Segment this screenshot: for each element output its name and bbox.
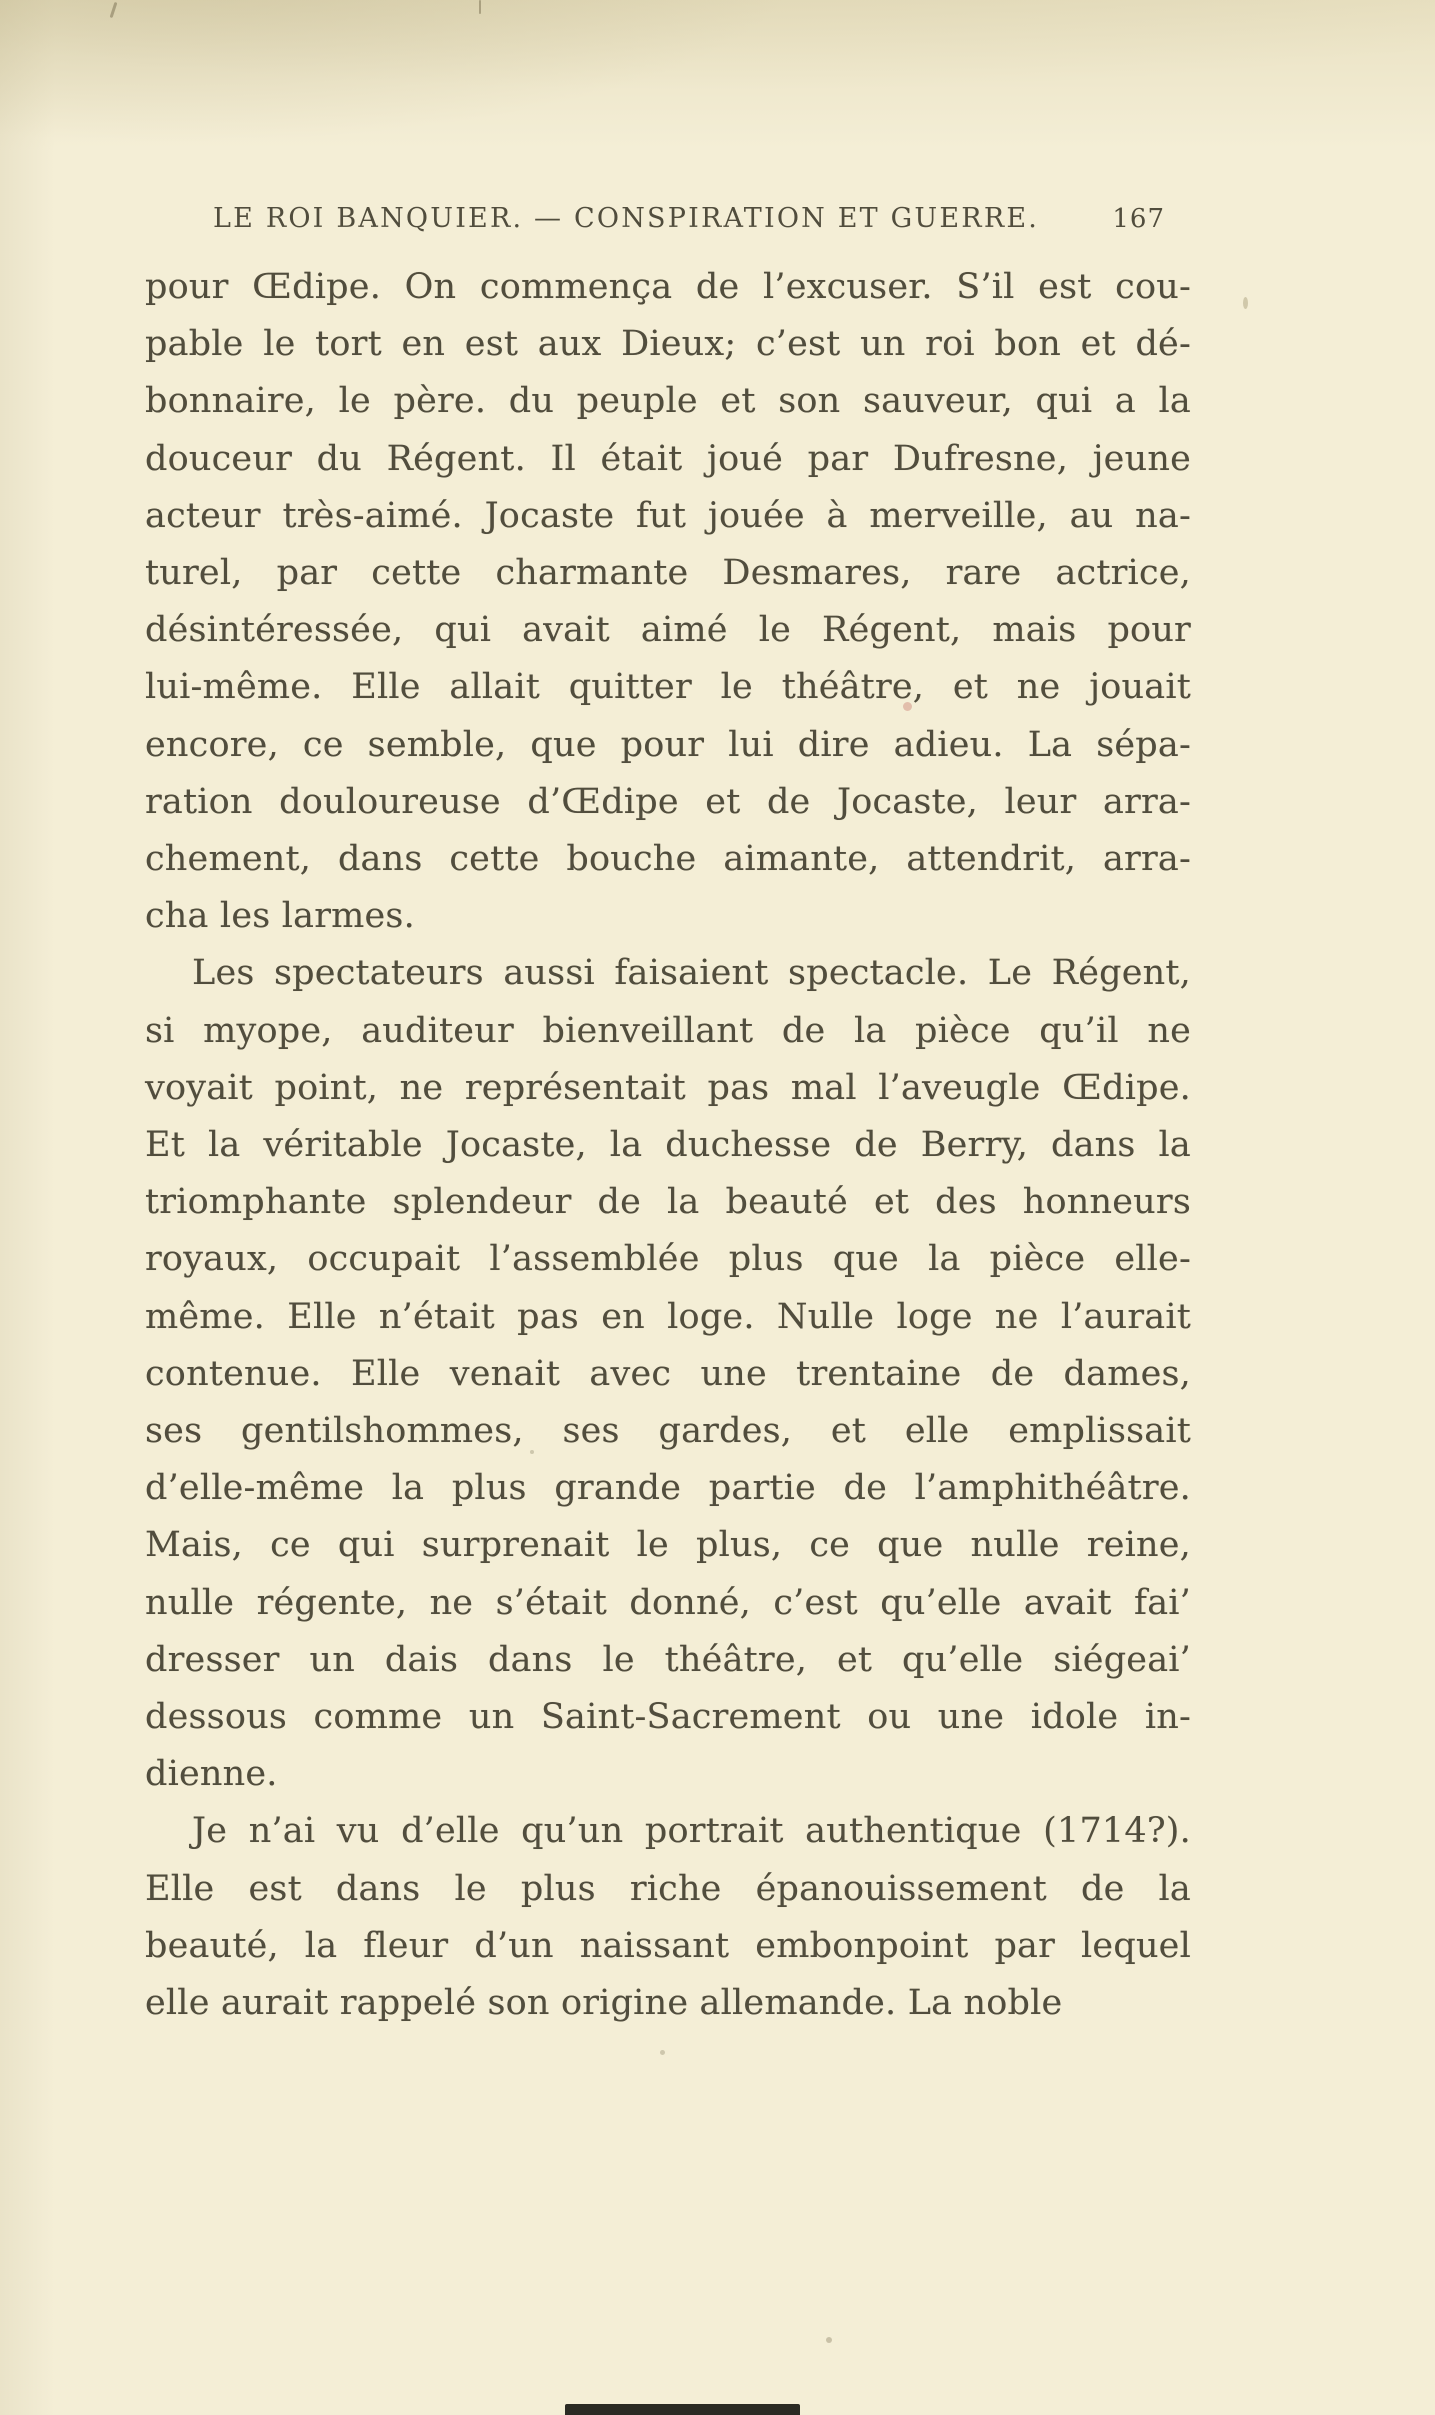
text-line: encore, ce semble, que pour lui dire adieu. La sépa- [145, 724, 1191, 765]
text-line: voyait point, ne représentait pas mal l’aveugle Œdipe. [145, 1067, 1191, 1108]
text-line: dessous comme un Saint-Sacrement ou une idole in- [145, 1697, 1191, 1738]
body-text [145, 259, 1191, 2032]
text-line: Les spectateurs aussi faisaient spectacle. Le Régent, [192, 953, 1191, 994]
text-line: Elle est dans le plus riche épanouissement de la [145, 1868, 1191, 1909]
text-line: elle aurait rappelé son origine allemande. La noble [145, 1983, 1063, 2024]
scan-scratch-mark [479, 0, 481, 14]
text-line: contenue. Elle venait avec une trentaine de dames, [145, 1353, 1191, 1394]
paper-speckle [1243, 297, 1248, 309]
text-line: d’elle-même la plus grande partie de l’amphithéâtre. [145, 1468, 1191, 1509]
scan-artifact-mark [565, 2404, 800, 2415]
text-line: cha les larmes. [145, 896, 415, 937]
paragraph [145, 1803, 1191, 2032]
text-line: lui-même. Elle allait quitter le théâtre, et ne jouait [145, 667, 1191, 708]
scan-scratch-mark [110, 2, 118, 18]
text-line: Mais, ce qui surprenait le plus, ce que nulle reine, [145, 1525, 1191, 1566]
text-line: chement, dans cette bouche aimante, attendrit, arra- [145, 839, 1191, 880]
text-line: nulle régente, ne s’était donné, c’est qu’elle avait fai’ [145, 1582, 1191, 1623]
text-line: dresser un dais dans le théâtre, et qu’elle siégeai’ [145, 1639, 1191, 1680]
text-line: Je n’ai vu d’elle qu’un portrait authentique (1714?). [192, 1811, 1191, 1852]
text-line: dienne. [145, 1754, 278, 1795]
paragraph [145, 259, 1191, 945]
text-line: désintéressée, qui avait aimé le Régent, mais pour [145, 610, 1191, 651]
text-line: ration douloureuse d’Œdipe et de Jocaste, leur arra- [145, 781, 1191, 822]
text-line: Et la véritable Jocaste, la duchesse de Berry, dans la [145, 1125, 1191, 1166]
text-line: acteur très-aimé. Jocaste fut jouée à merveille, au na- [145, 495, 1191, 536]
text-line: ses gentilshommes, ses gardes, et elle emplissait [145, 1411, 1191, 1452]
text-line: si myope, auditeur bienveillant de la pièce qu’il ne [145, 1010, 1191, 1051]
running-title: LE ROI BANQUIER. — CONSPIRATION ET GUERRE. [213, 203, 1040, 234]
text-line: pour Œdipe. On commença de l’excuser. S’il est cou- [145, 267, 1191, 307]
paragraph [145, 945, 1191, 1803]
text-line: bonnaire, le père. du peuple et son sauveur, qui a la [145, 381, 1191, 422]
text-line: beauté, la fleur d’un naissant embonpoint par lequel [145, 1925, 1191, 1966]
text-line: royaux, occupait l’assemblée plus que la pièce elle- [145, 1239, 1191, 1280]
paper-speckle [826, 2337, 832, 2343]
page-number: 167 [1112, 204, 1165, 234]
paper-speckle [660, 2050, 665, 2055]
text-line: turel, par cette charmante Desmares, rare actrice, [145, 553, 1191, 594]
text-line: même. Elle n’était pas en loge. Nulle loge ne l’aurait [145, 1296, 1191, 1337]
text-line: pable le tort en est aux Dieux; c’est un roi bon et dé- [145, 324, 1191, 365]
page-header [213, 203, 1165, 234]
text-line: triomphante splendeur de la beauté et des honneurs [145, 1182, 1191, 1223]
text-line: douceur du Régent. Il était joué par Dufresne, jeune [145, 438, 1191, 479]
